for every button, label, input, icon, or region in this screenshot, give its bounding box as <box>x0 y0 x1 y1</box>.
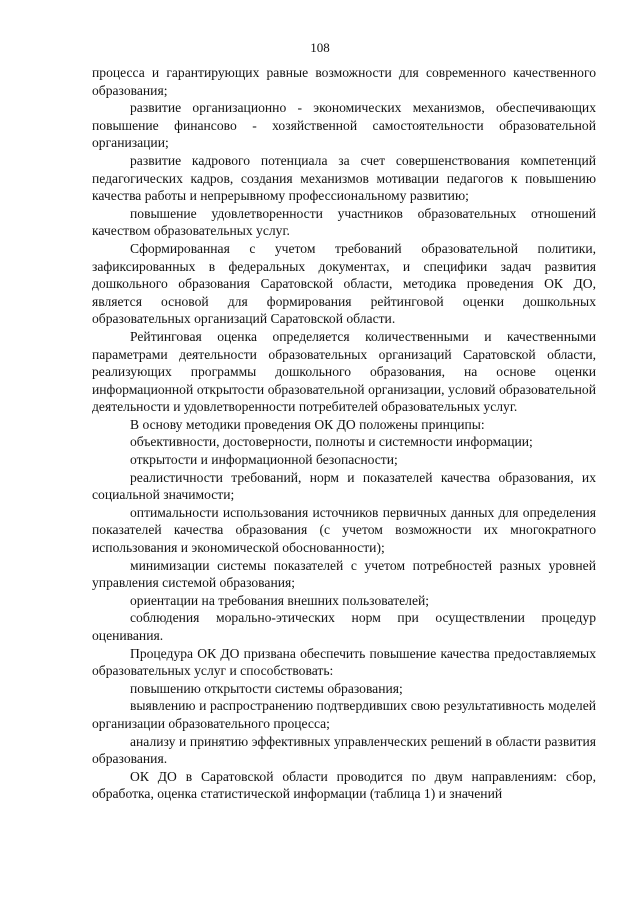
document-body <box>92 64 596 803</box>
paragraph-16: повышению открытости системы образования; <box>130 680 403 696</box>
paragraph-19: ОК ДО в Саратовской области проводится по двум направлениям: сбор, обработка, оценка статистической информации (таблица 1) и значений <box>92 768 596 802</box>
paragraph-8: объективности, достоверности, полноты и системности информации; <box>130 434 533 450</box>
paragraph-6: Рейтинговая оценка определяется количественными и качественными параметрами деятельности образовательных организаций Саратовской области, реализующих программы дошкольного образования, на основе оценки информационной открытости образовательной организации, условий образовательной деятельности и удовлетворенности потребителей образовательных услуг. <box>92 328 596 415</box>
paragraph-5: Сформированная с учетом требований образовательной политики, зафиксированных в федеральных документах, и специфики задач развития дошкольного образования Саратовской области, методика проведения ОК ДО, является основой для формирования рейтинговой оценки дошкольных образовательных организаций Саратовской области. <box>92 240 596 327</box>
paragraph-10: реалистичности требований, норм и показателей качества образования, их социальной значимости; <box>92 469 596 503</box>
paragraph-7: В основу методики проведения ОК ДО положены принципы: <box>130 416 485 432</box>
paragraph-13: ориентации на требования внешних пользователей; <box>130 592 430 608</box>
paragraph-14: соблюдения морально-этических норм при осуществлении процедур оценивания. <box>92 610 596 643</box>
paragraph-9: открытости и информационной безопасности; <box>130 452 398 468</box>
paragraph-4: повышение удовлетворенности участников образовательных отношений качеством образовательных услуг. <box>92 205 596 239</box>
page-number: 108 <box>310 40 330 55</box>
paragraph-17: выявлению и распространению подтвердивших свою результативность моделей организации образовательного процесса; <box>92 698 596 731</box>
paragraph-3: развитие кадрового потенциала за счет совершенствования компетенций педагогических кадров, создания механизмов мотивации педагогов к повышению качества работы и непрерывному профессиональному развитию; <box>92 152 596 204</box>
paragraph-1: процесса и гарантирующих равные возможности для современного качественного образования; <box>92 65 596 98</box>
paragraph-18: анализу и принятию эффективных управленческих решений в области развития образования. <box>92 733 596 767</box>
paragraph-11: оптимальности использования источников первичных данных для определения показателей качества образования (с учетом возможности их многократного использования и экономической обоснованности); <box>92 504 596 556</box>
paragraph-15: Процедура ОК ДО призвана обеспечить повышение качества предоставляемых образовательных услуг и способствовать: <box>92 645 596 679</box>
paragraph-2: развитие организационно - экономических механизмов, обеспечивающих повышение финансово - хозяйственной самостоятельности образовательной организации; <box>92 100 596 151</box>
paragraph-12: минимизации системы показателей с учетом потребностей разных уровней управления системой образования; <box>92 557 596 591</box>
